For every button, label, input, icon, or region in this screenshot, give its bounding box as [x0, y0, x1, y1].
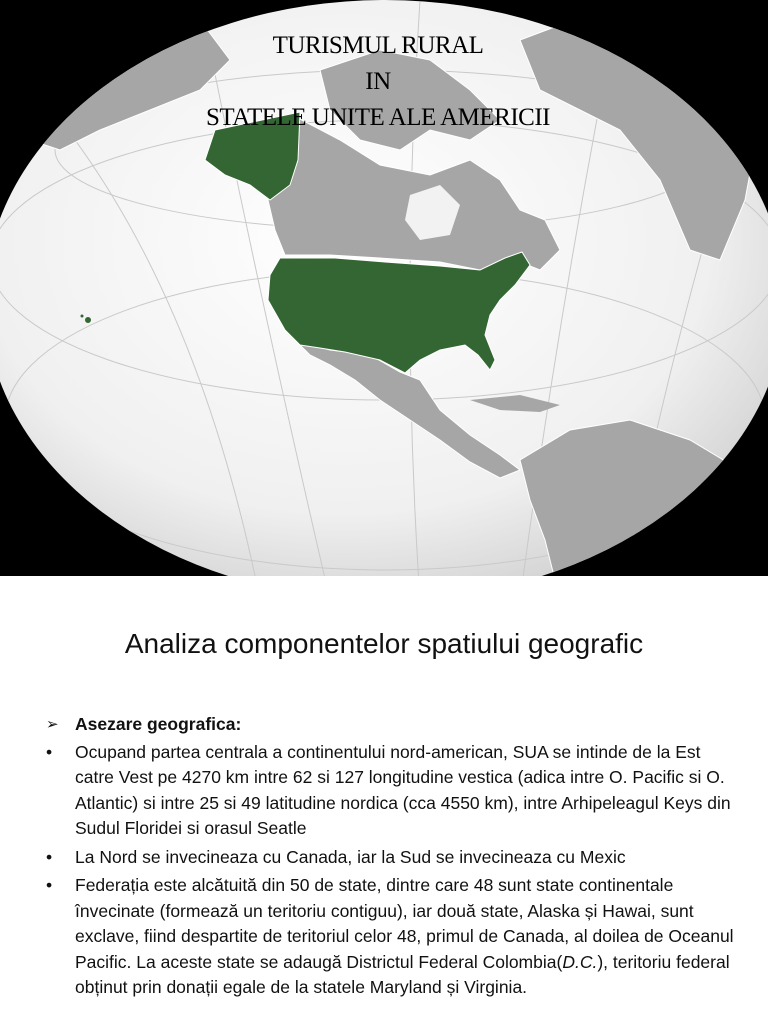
arrow-bullet-icon: ➢	[46, 716, 59, 733]
slide-heading: Analiza componentelor spatiului geografic	[124, 628, 644, 659]
hawaii	[85, 317, 91, 323]
bullet-text: Ocupand partea centrala a continentului nord-american, SUA se intinde de la Est catre Vest pe 4270 km intre 62 si 127 longitudine vestica (adica intre O. Pacific si O. Atlantic) si intre 25 si 49 latitudine nordica (cca 4550 km), intre Arhipeleagul Keys din Sudul Floridei si orasul Seatle	[75, 741, 731, 838]
bullet-icon: •	[46, 875, 53, 895]
bullet-icon: •	[46, 741, 53, 762]
content-slide	[0, 576, 768, 1024]
title-line-3: STATELE UNITE ALE AMERICII	[206, 104, 550, 131]
slide-title	[0, 28, 756, 136]
bullet-item	[44, 845, 734, 871]
bullet-text-italic: D.C.	[562, 951, 598, 972]
bullet-text: La Nord se invecineaza cu Canada, iar la Sud se invecineaza cu Mexic	[75, 846, 626, 867]
bullet-icon: •	[46, 846, 53, 867]
bullet-item	[44, 873, 734, 1001]
title-line-2: IN	[365, 68, 391, 95]
title-line-1: TURISMUL RURAL	[272, 32, 484, 59]
bullet-item	[44, 740, 734, 842]
slide-content	[44, 712, 734, 1004]
bullet-text-part: Federația este alcătuită din 50 de state, dintre care 48 sunt state continentale învecinate (formează un teritoriu contiguu), iar două state, Alaska și Hawai, sunt exclave, fiind despartite de teritoriul celor 48, primul de Canada, al doilea de Oceanul Pacific. La aceste state se adaugă Districtul Federal Colombia(	[75, 875, 734, 972]
section-title-text: Asezare geografica:	[75, 714, 242, 734]
bullet-text-part: ), teritoriu federal obținut prin donații egale de la statele Maryland și Virginia.	[75, 951, 730, 997]
section-title	[44, 712, 734, 738]
